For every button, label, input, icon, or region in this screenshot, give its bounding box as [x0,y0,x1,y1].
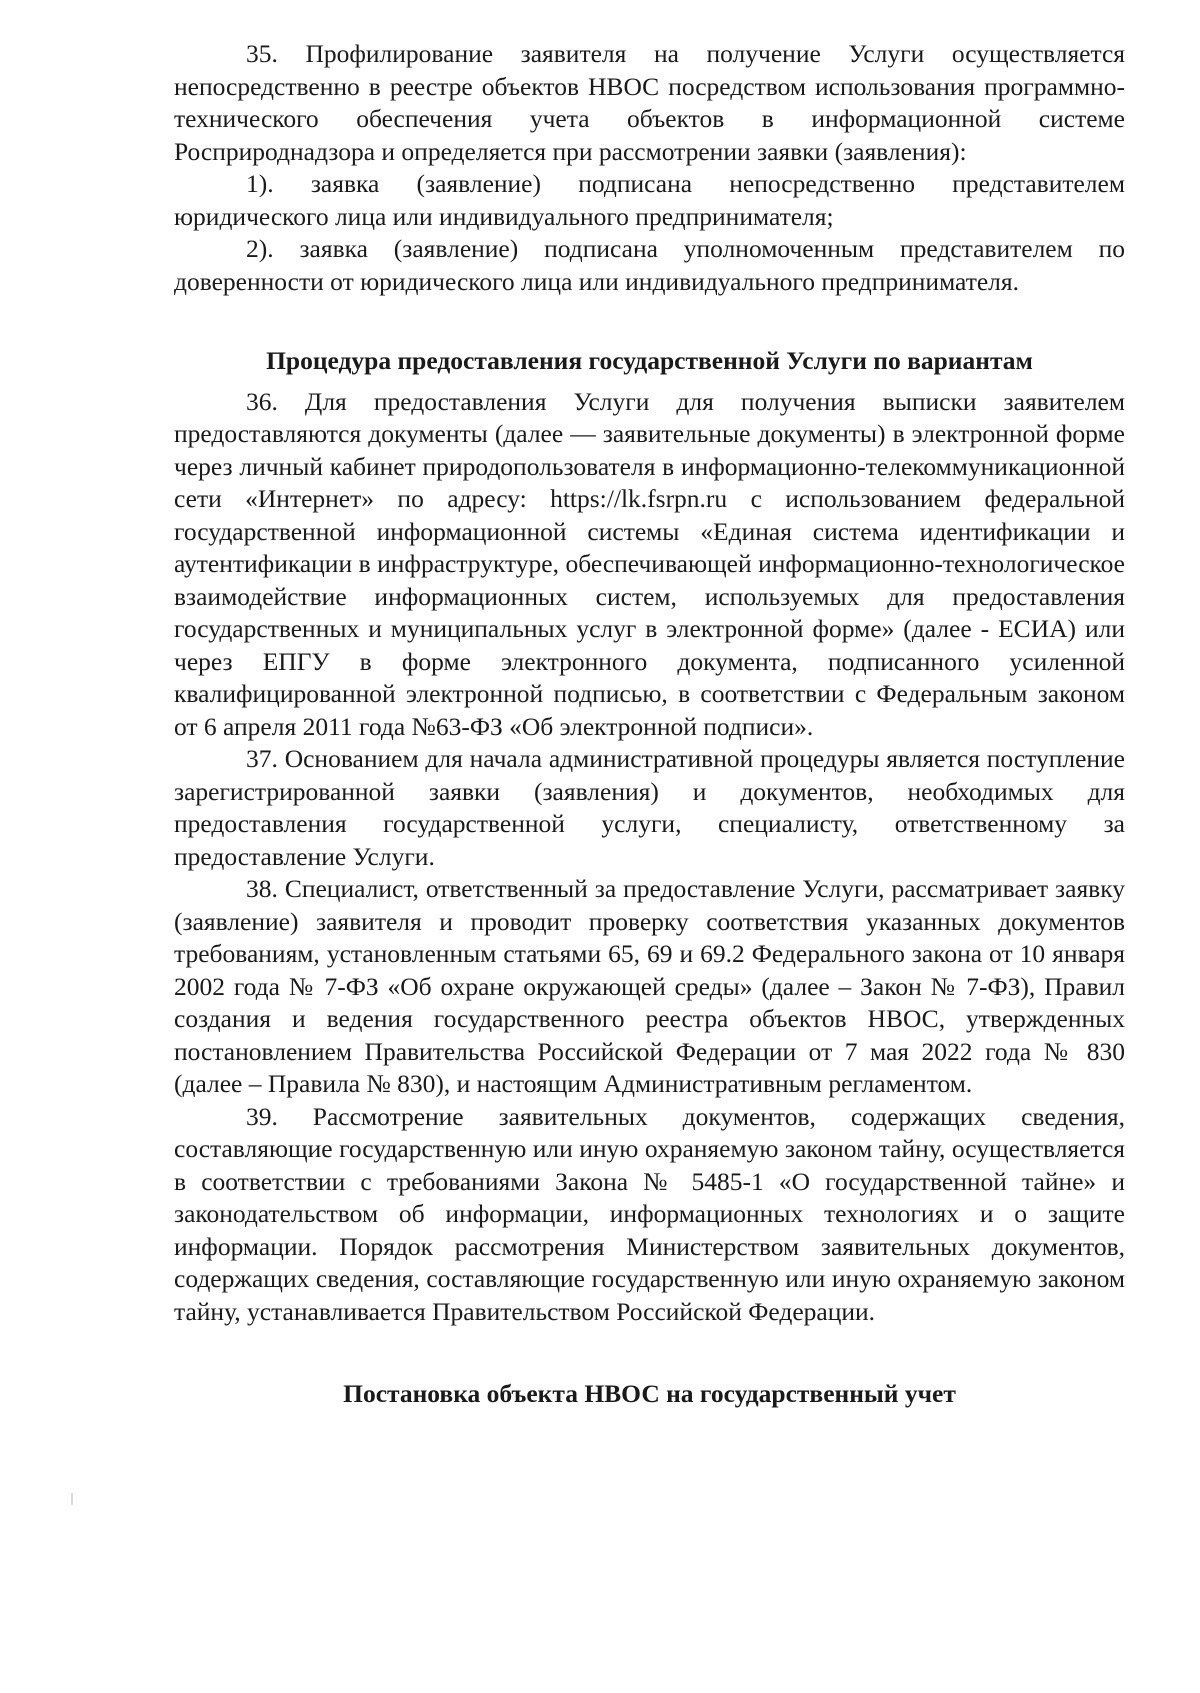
section-heading-registration: Постановка объекта НВОС на государственный учет [343,1379,956,1408]
paragraph-38: 38. Специалист, ответственный за предоставление Услуги, рассматривает заявку (заявление) заявителя и проводит проверку соответствия указанных документов требованиям, установленным статьями 65, 69 и 69.2 Федерального закона от 10 января 2002 года № 7-ФЗ «Об охране окружающей среды» (далее – Закон № 7-ФЗ), Правил создания и ведения государственного реестра объектов НВОС, утвержденных постановлением Правительства Российской Федерации от 7 мая 2022 года № 830 (далее – Правила № 830), и настоящим Административным регламентом. [174,874,1125,1098]
paragraph-35: 35. Профилирование заявителя на получение Услуги осуществляется непосредственно в реестре объектов НВОС посредством использования программно-технического обеспечения учета объектов в информационной системе Росприроднадзора и определяется при рассмотрении заявки (заявления): [174,39,1125,166]
paragraph-36: 36. Для предоставления Услуги для получения выписки заявителем предоставляются документы (далее — заявительные документы) в электронной форме через личный кабинет природопользователя в информационно-телекоммуникационной сети «Интернет» по адресу: https://lk.fsrpn.ru с использованием федеральной государственной информационной системы «Единая система идентификации и аутентификации в инфраструктуре, обеспечивающей информационно-технологическое взаимодействие информационных систем, используемых для предоставления государственных и муниципальных услуг в электронной форме» (далее - ЕСИА) или через ЕПГУ в форме электронного документа, подписанного усиленной квалифицированной электронной подписью, в соответствии с Федеральным законом от 6 апреля 2011 года №63-ФЗ «Об электронной подписи». [174,386,1125,741]
paragraph-37: 37. Основанием для начала административной процедуры является поступление зарегистрированной заявки (заявления) и документов, необходимых для предоставления государственной услуги, специалисту, ответственному за предоставление Услуги. [174,744,1125,871]
list-item-2: 2). заявка (заявление) подписана уполномоченным представителем по доверенности от юридического лица или индивидуального предпринимателя. [174,234,1125,296]
paragraph-39: 39. Рассмотрение заявительных документов, содержащих сведения, составляющие государственную или иную охраняемую законом тайну, осуществляется в соответствии с требованиями Закона № 5485-1 «О государственной тайне» и законодательством об информации, информационных технологиях и о защите информации. Порядок рассмотрения Министерством заявительных документов, содержащих сведения, составляющие государственную или иную охраняемую законом тайну, устанавливается Правительством Российской Федерации. [174,1101,1125,1326]
scan-artifact [71,1493,73,1505]
section-heading-procedure: Процедура предоставления государственной Услуги по вариантам [266,346,1033,375]
list-item-1: 1). заявка (заявление) подписана непосредственно представителем юридического лица или индивидуального предпринимателя; [174,169,1125,231]
